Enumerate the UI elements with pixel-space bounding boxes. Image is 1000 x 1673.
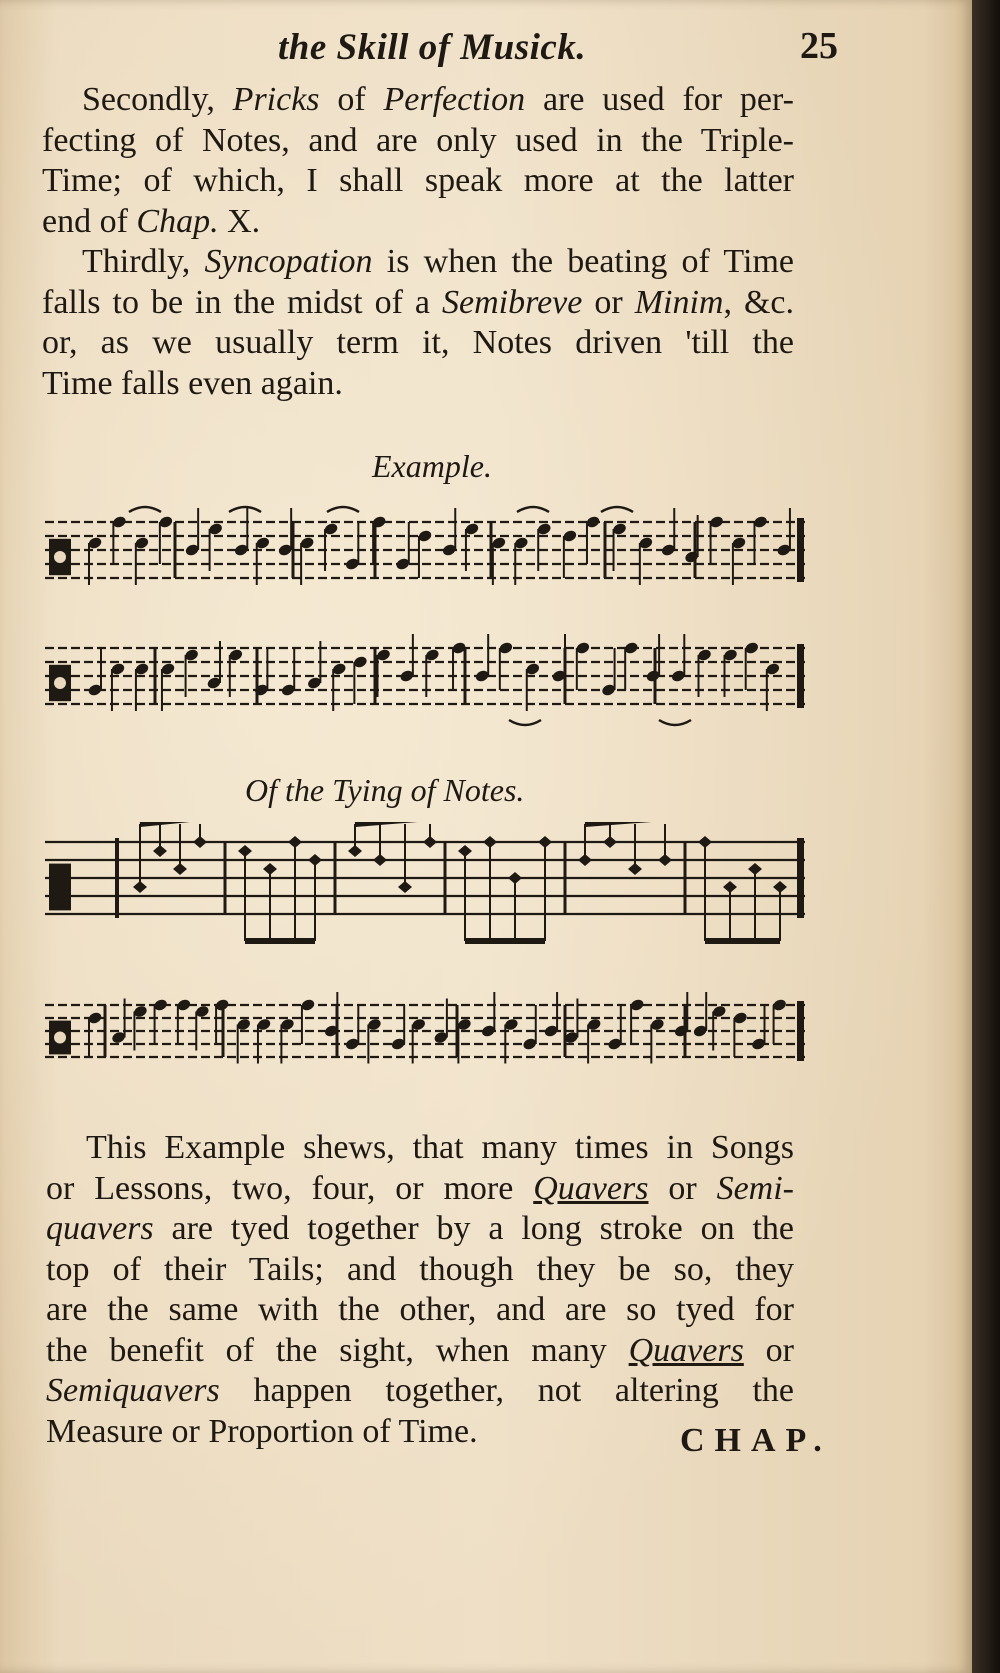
- paragraph-syncopation: [82, 242, 794, 283]
- fermata-arc: [327, 507, 359, 512]
- example-caption: Example.: [372, 448, 492, 484]
- text-line: This Example shews, that many times in Songs: [86, 1129, 794, 1166]
- fermata-arc: [659, 720, 691, 725]
- italic-term: Chap.: [136, 202, 219, 240]
- text-line: [46, 1169, 794, 1210]
- tying-of-notes-caption: Of the Tying of Notes.: [245, 772, 525, 808]
- text-line: [46, 1371, 794, 1412]
- fermata-arc: [517, 507, 549, 512]
- paragraph-tying-continued: [46, 1169, 794, 1453]
- text-run: are used for per-: [525, 81, 794, 118]
- clef-glyph: [54, 1032, 66, 1044]
- final-bar: [797, 644, 804, 708]
- paragraph-pricks-of-perfection: [82, 80, 794, 121]
- text-run: falls to be in the midst of a: [42, 283, 443, 321]
- music-staff-tied-notes: [45, 822, 805, 962]
- text-line: [46, 1331, 794, 1372]
- music-staff-example-1: [45, 500, 805, 600]
- text-run: are tyed together by a long stroke on the: [153, 1210, 794, 1247]
- text-line: Measure or Proportion of Time.: [46, 1412, 478, 1450]
- italic-term: Quavers: [628, 1331, 744, 1369]
- text-line: [46, 1209, 794, 1250]
- text-line: Time falls even again.: [42, 364, 343, 402]
- italic-term: Semibreve: [442, 283, 583, 321]
- text-line: fecting of Notes, and are only used in the Triple-: [42, 121, 794, 159]
- untied-quavers-staff: [45, 990, 805, 1085]
- text-run: X.: [218, 202, 261, 240]
- text-line: [82, 80, 794, 121]
- paragraph-syncopation-continued: [42, 283, 794, 405]
- italic-term: Minim: [634, 283, 724, 321]
- italic-term: Semiquavers: [46, 1372, 220, 1409]
- text-run: of: [319, 81, 384, 118]
- text-run: or: [743, 1331, 794, 1369]
- page-header: [0, 22, 972, 82]
- beam: [140, 822, 200, 824]
- italic-term: Syncopation: [204, 243, 373, 280]
- paragraph-pricks-continued: [42, 121, 794, 243]
- text-run: happen together, not altering the: [219, 1372, 794, 1409]
- text-run: or Lessons, two, four, or more: [46, 1169, 534, 1207]
- italic-term: Perfection: [383, 81, 526, 118]
- tied-quavers-staff: [45, 822, 805, 962]
- text-run: is when the beating of Time: [372, 243, 794, 280]
- clef-glyph: [54, 551, 66, 563]
- italic-term: Quavers: [533, 1169, 649, 1207]
- music-staff-example-2: [45, 630, 805, 735]
- text-line: or, as we usually term it, Notes driven 'till the: [42, 324, 794, 361]
- fermata-arc: [129, 507, 161, 512]
- text-run: or: [582, 283, 635, 321]
- final-bar: [797, 1001, 804, 1061]
- paragraph-tying-explanation: [86, 1128, 794, 1169]
- bar-line: [115, 838, 119, 918]
- page-number: 25: [800, 25, 838, 67]
- text-line: are the same with the other, and are so tyed for: [46, 1291, 794, 1328]
- text-run: Secondly,: [82, 81, 233, 118]
- text-run: , &c.: [723, 283, 795, 321]
- syncopation-staff-1: [45, 500, 805, 600]
- final-bar: [797, 518, 804, 582]
- text-line: top of their Tails; and though they be so, they: [46, 1250, 794, 1288]
- fermata-arc: [509, 720, 541, 725]
- italic-term: quavers: [46, 1210, 154, 1247]
- text-run: or: [648, 1169, 717, 1207]
- book-binding-edge: [972, 0, 1000, 1673]
- final-bar: [797, 838, 804, 918]
- running-title: the Skill of Musick.: [278, 27, 587, 68]
- clef-glyph: [54, 677, 66, 689]
- text-line: [82, 242, 794, 283]
- text-run: the benefit of the sight, when many: [46, 1331, 629, 1369]
- catchword: CHAP.: [680, 1422, 832, 1459]
- music-staff-untied-notes: [45, 990, 805, 1085]
- text-line: Time; of which, I shall speak more at the latter: [42, 162, 794, 199]
- text-line: [42, 283, 794, 324]
- clef-glyph: [49, 864, 71, 911]
- italic-term: Semi-: [716, 1169, 794, 1207]
- syncopation-staff-2: [45, 630, 805, 735]
- beam: [585, 822, 665, 824]
- fermata-arc: [229, 507, 261, 512]
- text-run: end of: [42, 202, 137, 240]
- text-run: Thirdly,: [82, 243, 205, 280]
- beam: [355, 822, 430, 824]
- fermata-arc: [601, 507, 633, 512]
- text-line: [42, 202, 794, 243]
- italic-term: Pricks: [232, 81, 320, 118]
